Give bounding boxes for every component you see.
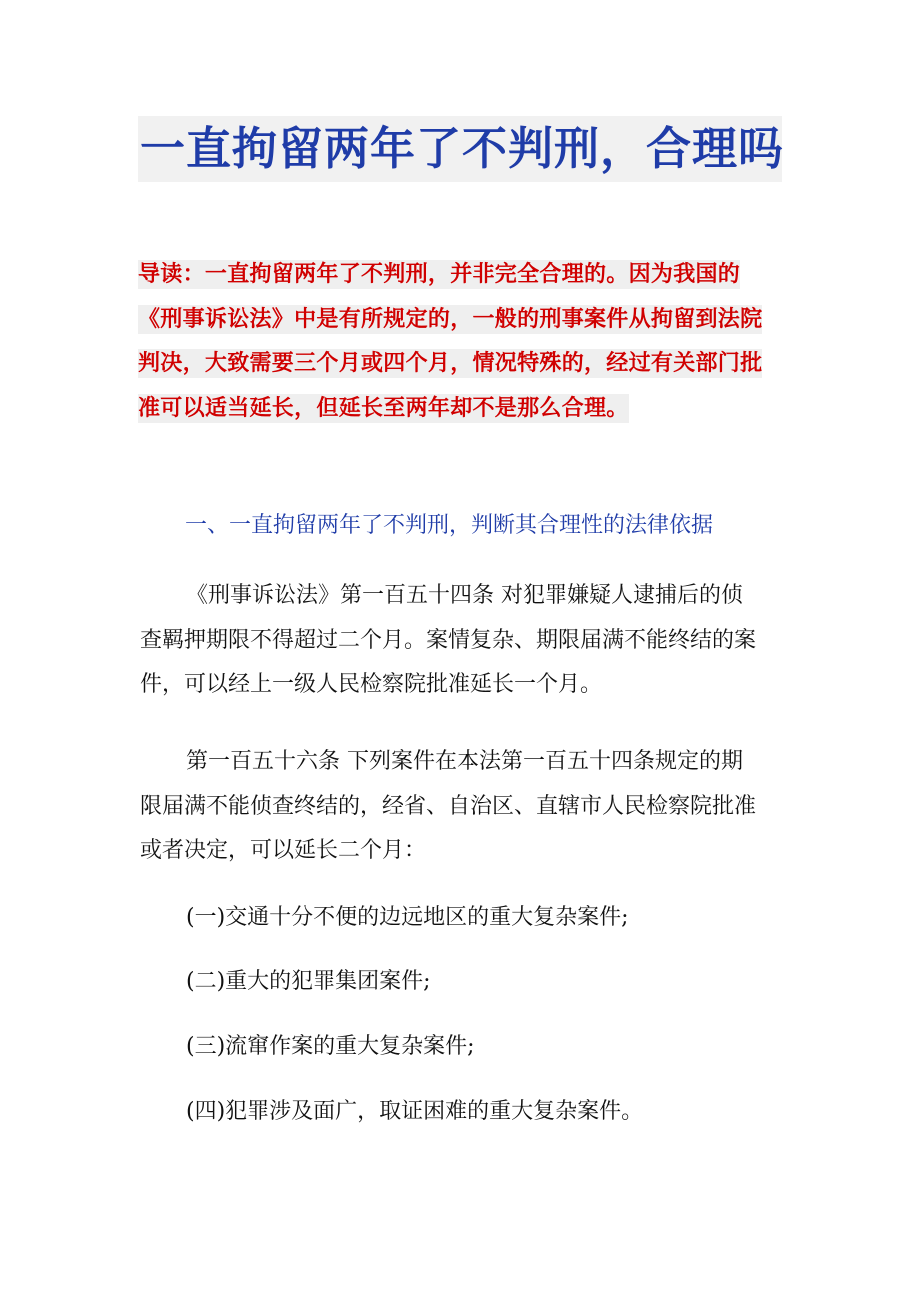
list-item: (二)重大的犯罪集团案件;: [186, 969, 431, 994]
list-item: (一)交通十分不便的边远地区的重大复杂案件;: [186, 905, 629, 930]
intro-paragraph: [138, 253, 786, 431]
list-item: (四)犯罪涉及面广，取证困难的重大复杂案件。: [186, 1099, 644, 1124]
intro-line: 准可以适当延长，但延长至两年却不是那么合理。: [138, 395, 629, 421]
paragraph-line: 件，可以经上一级人民检察院批准延长一个月。: [140, 672, 603, 697]
paragraph-line: 查羁押期限不得超过二个月。案情复杂、期限届满不能终结的案: [140, 627, 757, 653]
paragraph-line: 第一百五十六条 下列案件在本法第一百五十四条规定的期: [186, 749, 743, 774]
paragraph-line: 或者决定，可以延长二个月：: [140, 838, 427, 863]
intro-line: 导读：一直拘留两年了不判刑，并非完全合理的。因为我国的: [138, 262, 741, 287]
intro-line: 判决，大致需要三个月或四个月，情况特殊的，经过有关部门批: [138, 351, 763, 376]
paragraph-line: 《刑事诉讼法》第一百五十四条 对犯罪嫌疑人逮捕后的侦: [186, 583, 743, 608]
law-article-156: [140, 740, 786, 874]
intro-line: 《刑事诉讼法》中是有所规定的，一般的刑事案件从拘留到法院: [138, 306, 763, 332]
paragraph-line: 限届满不能侦查终结的，经省、自治区、直辖市人民检察院批准: [140, 793, 757, 819]
section-heading: 一、一直拘留两年了不判刑，判断其合理性的法律依据: [185, 513, 714, 538]
law-article-154: [140, 574, 786, 708]
list-item: (三)流窜作案的重大复杂案件;: [186, 1034, 475, 1059]
page-title: 一直拘留两年了不判刑，合理吗: [140, 122, 785, 175]
